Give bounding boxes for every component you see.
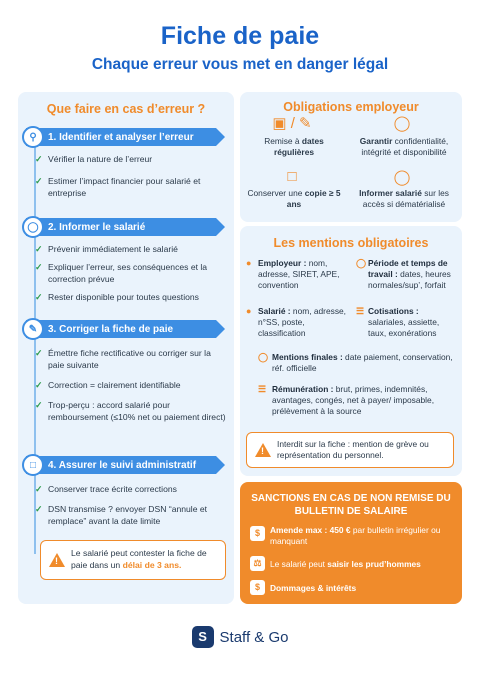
sanctions-title: SANCTIONS EN CAS DE NON REMISE DU BULLETIN DE SALAIRE [251,493,451,517]
page-subtitle: Chaque erreur vous met en danger légal [91,56,389,73]
step-2-item-2: ✓ Expliquer l’erreur, ses conséquences et la correction prévue [35,262,208,284]
mentions-title: Les mentions obligatoires [273,236,429,250]
mention-salarie: Salarié : nom, adresse, n°SS, poste, classification [258,306,346,338]
step-1-item-2: ✓ Estimer l’impact financier pour salarié et entreprise [35,176,201,198]
pencil-icon: ✎ [22,318,44,340]
step-2-header [26,218,216,236]
search-icon: ⚲ [22,126,44,148]
page-title: Fiche de paie [160,22,320,50]
folder-icon: □ [287,168,297,185]
mention-remuneration: Rémunération : brut, primes, indemnités, avantages, congés, net à payer/ imposable, prélèvement à la source [272,384,435,416]
shield-check-icon: ◯ [393,115,411,132]
scales-icon: ⚖ [250,556,265,571]
obligation-dates: Remise à dates régulières [264,136,324,157]
person-icon: ● [246,306,252,316]
step-3-item-1: ✓ Émettre fiche rectificative ou corriger sur la paie suivante [35,348,211,370]
step-4-header [26,456,216,474]
step-3-item-3: ✓ Trop-perçu : accord salarié pour remboursement (≤10% net ou paiement direct) [35,400,226,422]
mention-cotisations: Cotisations : salariales, assiette, taux, exonérations [368,306,440,338]
folder-icon: □ [22,454,44,476]
error-steps-panel [18,92,234,604]
mention-periode: Période et temps de travail : dates, heures normales/sup’, forfait [368,258,451,290]
step-1-item-1: ✓ Vérifier la nature de l’erreur [35,154,153,164]
step-2-label: 2. Informer le salarié [48,221,146,233]
obligation-inform: Informer salarié sur les accès si dématérialisé [359,188,449,209]
step-2-item-1: ✓ Prévenir immédiatement le salarié [35,244,178,254]
step-2-item-3: ✓ Rester disponible pour toutes questions [35,292,199,302]
check-icon: ✓ [35,484,43,494]
strike-warning: ! Interdit sur la fiche : mention de grève ou représentation du personnel. [246,432,454,468]
contest-warning: ! Le salarié peut contester la fiche de paie dans un délai de 3 ans. [40,540,226,580]
alert-circle-icon: ◯ [258,352,269,362]
obligation-guarantee: Garantir confidentialité, intégrité et disponibilité [359,136,449,157]
check-icon: ✓ [35,504,43,514]
person-icon: ● [246,258,252,268]
check-icon: ✓ [35,154,43,164]
check-icon: ✓ [35,380,43,390]
obligations-title: Obligations employeur [283,100,419,114]
step-4-item-1: ✓ Conserver trace écrite corrections [35,484,177,494]
step-1-header [26,128,216,146]
step-3-label: 3. Corriger la fiche de paie [48,323,174,335]
check-icon: ✓ [35,400,43,410]
obligations-panel [240,92,462,222]
step-4-item-2: ✓ DSN transmise ? envoyer DSN “annule et remplace” avant la date limite [35,504,208,526]
error-steps-title: Que faire en cas d’erreur ? [46,102,206,116]
money-bag-icon: $ [250,526,265,541]
step-4-label: 4. Assurer le suivi administratif [48,459,197,471]
sanction-dommages: Dommages & intérêts [270,583,357,593]
mention-employeur: Employeur : nom, adresse, SIRET, APE, convention [258,258,340,290]
step-3-item-2: ✓ Correction = clairement identifiable [35,380,181,390]
check-icon: ✓ [35,176,43,186]
step-1-label: 1. Identifier et analyser l’erreur [48,131,194,143]
brand-logo [0,626,480,648]
check-icon: ✓ [35,348,43,358]
mentions-panel [240,226,462,476]
coins-icon: ☰ [356,306,365,316]
clock-icon: ◯ [356,258,367,268]
contest-delay: délai de 3 ans. [122,559,182,570]
obligation-copy: Conserver une copie ≥ 5 ans [247,188,341,209]
chat-icon: ◯ [22,216,44,238]
warning-icon: ! [255,443,271,457]
step-3-header [26,320,216,338]
sanctions-panel [240,482,462,604]
check-icon: ✓ [35,244,43,254]
brand-mark-icon: S [192,626,214,648]
monitor-edit-icon: ▣ / ✎ [272,115,312,132]
sanction-amende: Amende max : 450 € par bulletin irrégulier ou manquant [270,525,441,546]
brand-name: Staff & Go [219,628,289,646]
money-icon: ☰ [258,384,267,394]
check-icon: ✓ [35,292,43,302]
chat-icon: ◯ [393,169,411,186]
sanction-prudhommes: Le salarié peut saisir les prud’hommes [270,559,421,569]
warning-icon: ! [49,553,65,567]
mention-finales: Mentions finales : date paiement, conservation, réf. officielle [272,352,453,373]
check-icon: ✓ [35,262,43,272]
money-bag-icon: $ [250,580,265,595]
